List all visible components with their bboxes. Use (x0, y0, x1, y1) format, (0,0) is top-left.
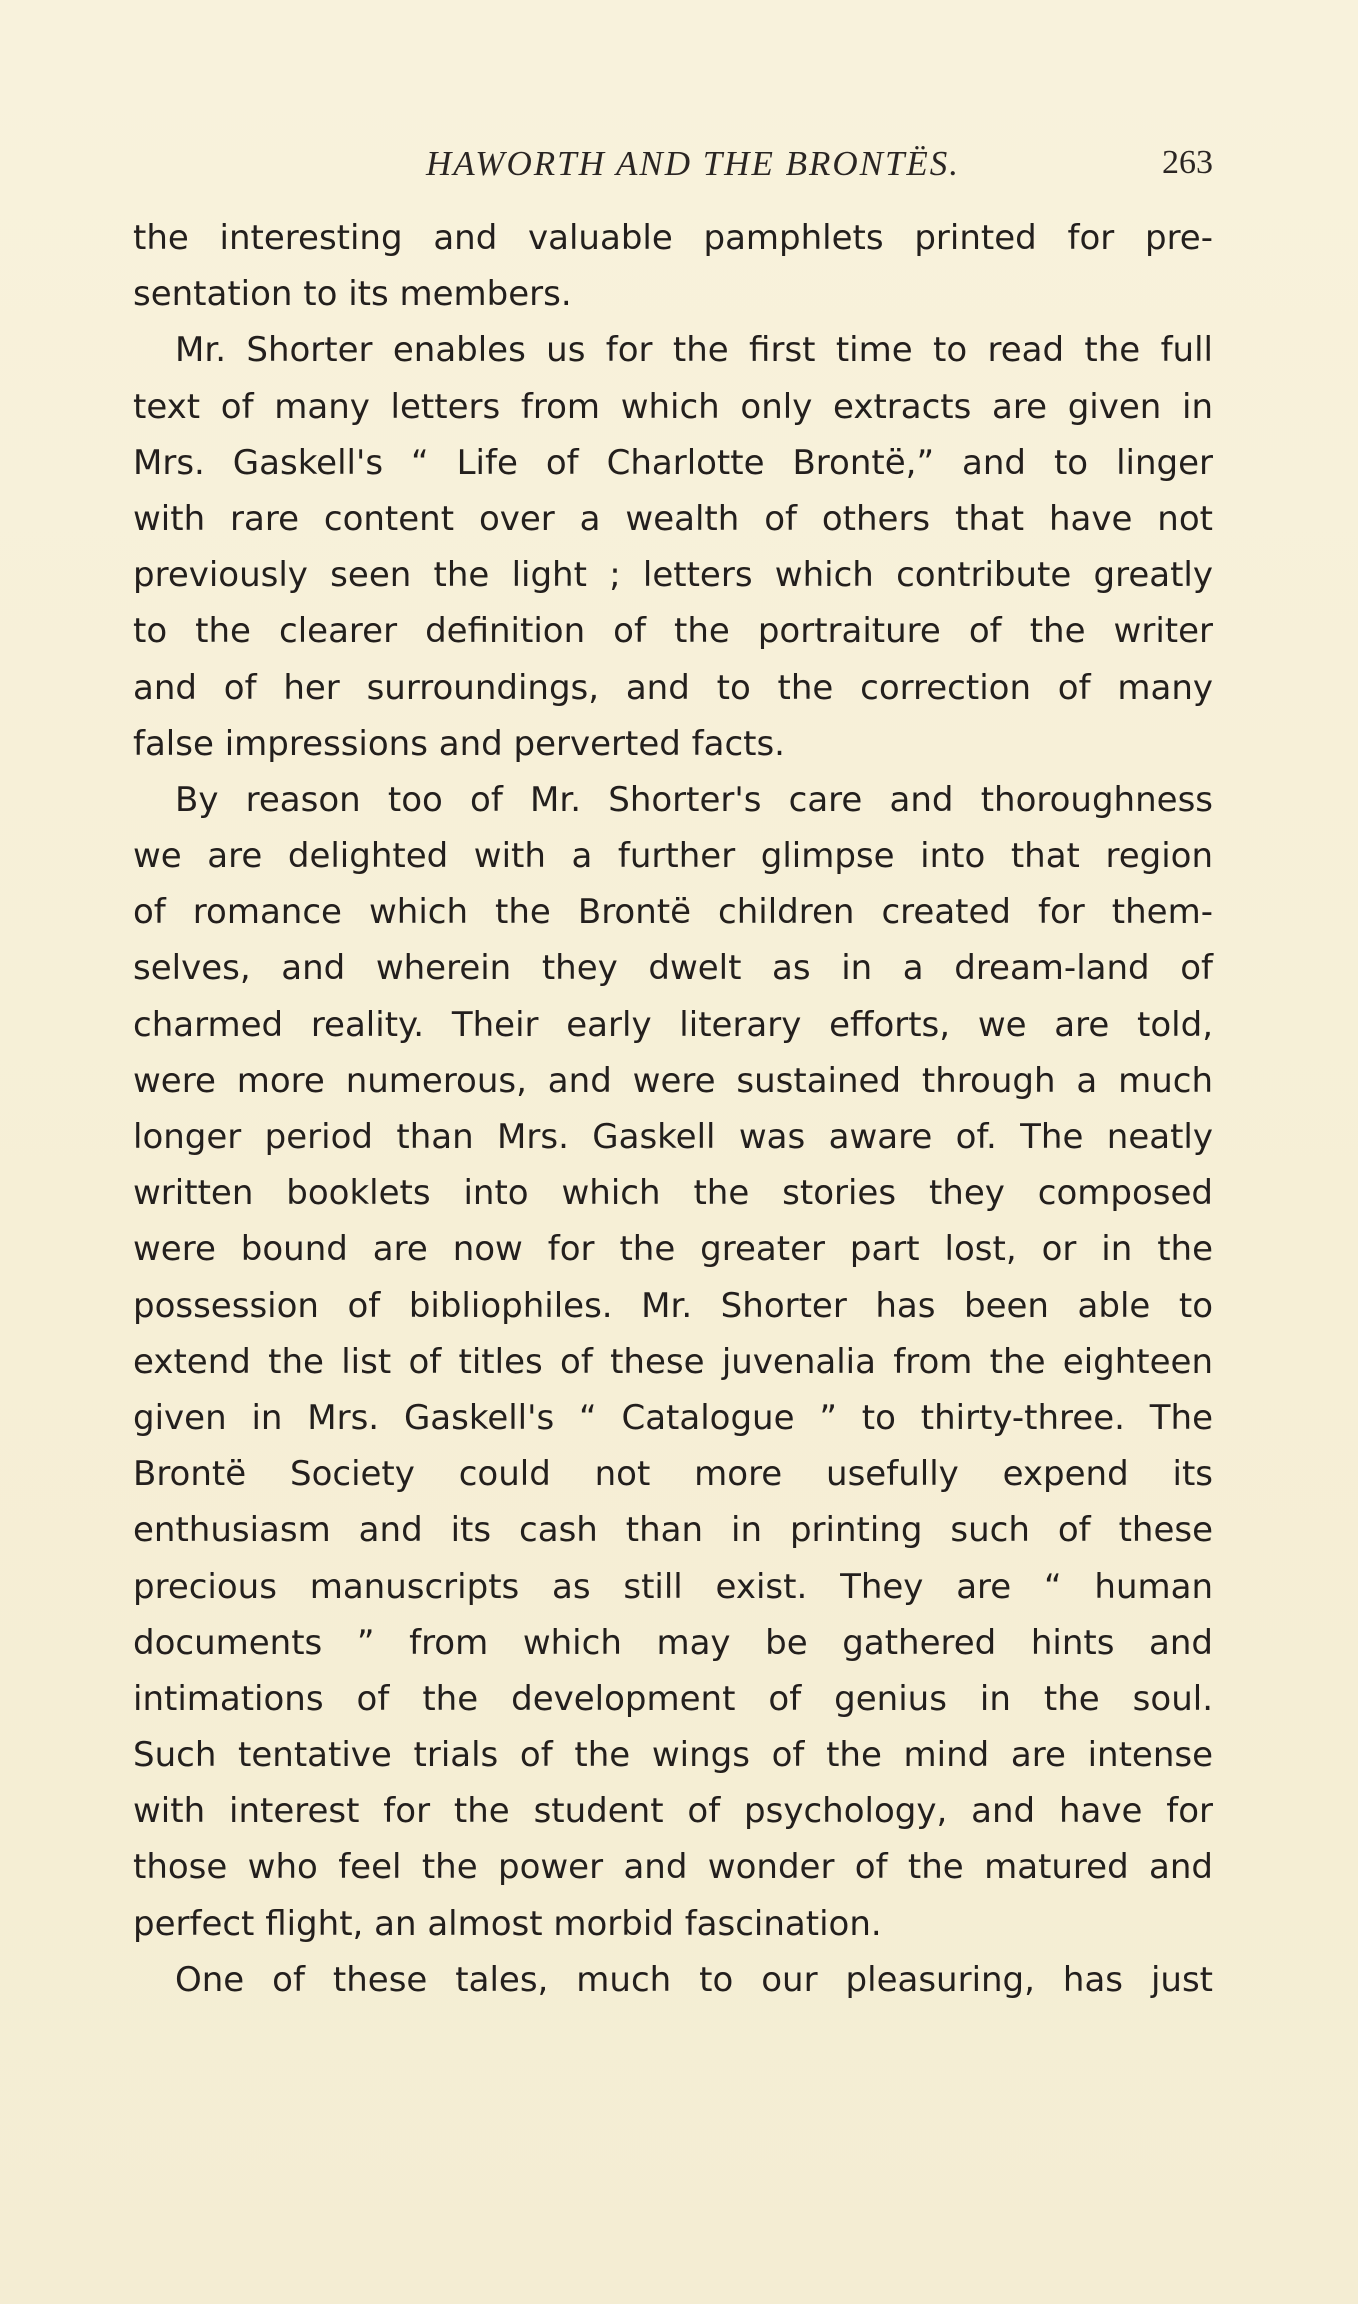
text-line: text of many letters from which only extracts are given in (133, 386, 1213, 427)
text-line: sentation to its members. (133, 274, 572, 315)
text-line: perfect flight, an almost morbid fascination. (133, 1903, 882, 1944)
text-line: enthusiasm and its cash than in printing such of these (133, 1510, 1213, 1551)
body-text (133, 210, 1213, 2008)
text-line: with interest for the student of psychology, and have for (133, 1791, 1213, 1832)
text-line: the interesting and valuable pamphlets printed for pre- (133, 218, 1213, 258)
text-line: and of her surroundings, and to the correction of many (133, 667, 1213, 708)
text-line: were more numerous, and were sustained through a much (133, 1060, 1213, 1101)
text-line: of romance which the Brontë children created for them- (133, 892, 1213, 933)
text-line: intimations of the development of genius in the soul. (133, 1678, 1213, 1719)
running-title: HAWORTH AND THE BRONTËS. (425, 144, 961, 183)
text-line: precious manuscripts as still exist. They are “ human (133, 1566, 1213, 1607)
text-line: Mr. Shorter enables us for the first time to read the full (175, 330, 1213, 371)
text-line: possession of bibliophiles. Mr. Shorter has been able to (133, 1285, 1213, 1326)
text-line: By reason too of Mr. Shorter's care and thoroughness (175, 779, 1213, 820)
text-line: Such tentative trials of the wings of the mind are intense (133, 1735, 1213, 1776)
text-line: Brontë Society could not more usefully expend its (133, 1454, 1213, 1495)
text-line: written booklets into which the stories they composed (133, 1173, 1213, 1214)
text-line: extend the list of titles of these juvenalia from the eighteen (133, 1341, 1213, 1382)
page-number: 263 (1162, 144, 1213, 181)
text-line: with rare content over a wealth of others that have not (133, 498, 1213, 539)
text-line: to the clearer definition of the portraiture of the writer (133, 611, 1213, 652)
text-line: those who feel the power and wonder of the matured and (133, 1847, 1213, 1888)
text-line: charmed reality. Their early literary efforts, we are told, (133, 1004, 1213, 1045)
text-line: selves, and wherein they dwelt as in a dream-land of (133, 948, 1213, 989)
text-line: were bound are now for the greater part lost, or in the (133, 1229, 1213, 1270)
text-line: One of these tales, much to our pleasuring, has just (175, 1959, 1213, 2000)
text-line: Mrs. Gaskell's “ Life of Charlotte Brontë,” and to linger (133, 442, 1213, 483)
text-line: we are delighted with a further glimpse into that region (133, 836, 1213, 877)
text-line: documents ” from which may be gathered hints and (133, 1622, 1213, 1663)
text-line: given in Mrs. Gaskell's “ Catalogue ” to thirty-three. The (133, 1397, 1213, 1438)
text-line: longer period than Mrs. Gaskell was aware of. The neatly (133, 1117, 1213, 1157)
text-line: false impressions and perverted facts. (133, 723, 785, 764)
text-line: previously seen the light ; letters which contribute greatly (133, 555, 1213, 596)
running-header (133, 128, 1213, 208)
